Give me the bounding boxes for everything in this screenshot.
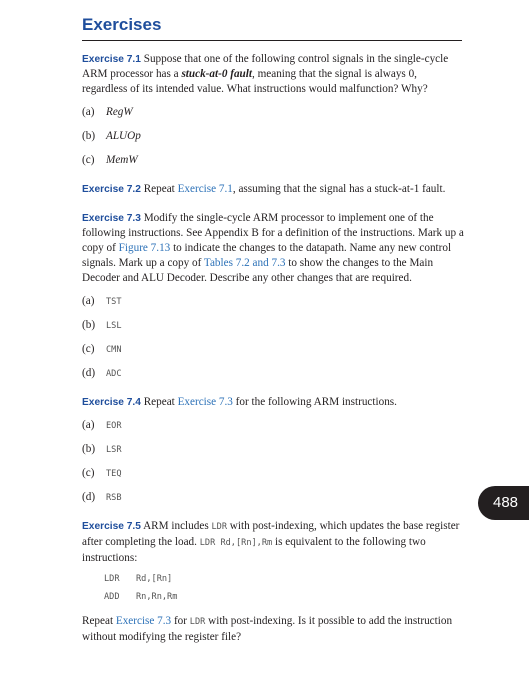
code-args: Rn,Rn,Rm xyxy=(136,592,178,602)
code-block xyxy=(104,572,464,608)
option-item xyxy=(82,466,464,481)
exercise-7-5-text-part: ARM includes xyxy=(140,520,212,532)
option-item xyxy=(82,318,464,333)
exercise-7-4-options xyxy=(82,418,464,505)
option-item xyxy=(82,442,464,457)
option-label: (d) xyxy=(82,491,96,503)
exercise-7-2-text xyxy=(82,182,464,197)
exercise-7-1-options xyxy=(82,105,464,168)
exercise-7-5-text-part: with post-indexing. Is it possible to add the instruction without modifying the register file? xyxy=(82,615,453,643)
title-rule xyxy=(82,40,462,41)
cross-reference-link[interactable]: Exercise 7.3 xyxy=(177,396,233,408)
exercise-7-5-text-part: with post-indexing, which updates the base register after completing the load. xyxy=(82,520,460,548)
option-value: ALUOp xyxy=(106,130,141,142)
exercise-7-3-text-part: Modify the single-cycle ARM processor to implement one of the following instructions. See Appendix B for a definition of the instructions. Mark up a copy of xyxy=(82,212,464,254)
exercise-7-5-text xyxy=(82,519,464,566)
exercise-7-5-heading: Exercise 7.5 xyxy=(82,521,141,532)
exercise-7-5 xyxy=(82,519,464,645)
exercise-7-3-text-part: to show the changes to the Main Decoder and ALU Decoder. Describe any other changes that are required. xyxy=(82,257,434,284)
exercise-7-1 xyxy=(82,52,464,168)
exercise-7-3-options xyxy=(82,294,464,381)
code-opcode: LDR xyxy=(104,574,120,584)
exercises-content xyxy=(82,52,464,659)
option-label: (d) xyxy=(82,367,96,379)
option-item xyxy=(82,105,464,120)
exercise-7-5-text-part: Repeat xyxy=(82,615,116,627)
exercise-7-5-text-part: for xyxy=(171,615,190,627)
option-label: (a) xyxy=(82,419,95,431)
exercise-7-3-text xyxy=(82,211,464,286)
code-opcode: ADD xyxy=(104,592,120,602)
option-label: (c) xyxy=(82,154,95,166)
inline-code: LDR xyxy=(189,617,206,627)
option-label: (a) xyxy=(82,295,95,307)
option-code: ADC xyxy=(106,369,122,379)
exercise-7-3-text-part: to indicate the changes to the datapath. Name any new control signals. Mark up a copy of xyxy=(82,242,452,269)
option-label: (c) xyxy=(82,343,95,355)
exercise-7-2-text-part: Repeat xyxy=(140,183,178,195)
stuck-at-0-term: stuck-at-0 fault xyxy=(181,68,252,80)
cross-reference-link[interactable]: Exercise 7.1 xyxy=(177,183,233,195)
option-value: RegW xyxy=(106,106,133,118)
option-label: (c) xyxy=(82,467,95,479)
page-number-badge: 488 xyxy=(478,486,529,520)
option-label: (b) xyxy=(82,443,96,455)
option-code: LSL xyxy=(106,321,122,331)
option-code: RSB xyxy=(106,493,122,503)
code-args: Rd,[Rn] xyxy=(136,574,173,584)
option-code: EOR xyxy=(106,421,122,431)
exercise-7-1-text-part: , meaning that the signal is always 0, regardless of its intended value. What instructions would malfunction? Why? xyxy=(82,68,428,95)
exercise-7-1-heading: Exercise 7.1 xyxy=(82,54,141,65)
option-label: (a) xyxy=(82,106,95,118)
option-item xyxy=(82,490,464,505)
option-value: MemW xyxy=(106,154,138,166)
exercise-7-4 xyxy=(82,395,464,505)
exercise-7-2-heading: Exercise 7.2 xyxy=(82,184,141,195)
exercise-7-3 xyxy=(82,211,464,381)
option-label: (b) xyxy=(82,319,96,331)
option-label: (b) xyxy=(82,130,96,142)
option-code: CMN xyxy=(106,345,122,355)
option-item xyxy=(82,418,464,433)
code-line xyxy=(104,572,464,590)
exercise-7-3-heading: Exercise 7.3 xyxy=(82,213,141,224)
option-code: LSR xyxy=(106,445,122,455)
inline-code: LDR xyxy=(211,522,227,532)
figure-reference-link[interactable]: Figure 7.13 xyxy=(118,242,171,254)
exercise-7-4-text-part: for the following ARM instructions. xyxy=(232,396,397,408)
exercise-7-4-text-part: Repeat xyxy=(140,396,178,408)
code-line xyxy=(104,590,464,608)
tables-reference-link[interactable]: Tables 7.2 and 7.3 xyxy=(203,257,286,269)
exercise-7-1-text-part: Suppose that one of the following control signals in the single-cycle ARM processor has a xyxy=(82,53,449,80)
option-item xyxy=(82,366,464,381)
cross-reference-link[interactable]: Exercise 7.3 xyxy=(115,615,172,627)
exercise-7-2 xyxy=(82,182,464,197)
option-code: TST xyxy=(106,297,122,307)
page-title: Exercises xyxy=(82,15,162,34)
exercise-7-2-text-part: , assuming that the signal has a stuck-at-1 fault. xyxy=(232,183,446,195)
option-item xyxy=(82,153,464,168)
exercise-7-5-text-part: is equivalent to the following two instructions: xyxy=(82,536,426,564)
exercise-7-5-followup xyxy=(82,614,464,645)
option-item xyxy=(82,294,464,309)
inline-code: LDR Rd,[Rn],Rm xyxy=(199,538,273,548)
exercise-7-4-heading: Exercise 7.4 xyxy=(82,397,141,408)
option-code: TEQ xyxy=(106,469,122,479)
exercise-7-1-text xyxy=(82,52,464,97)
exercise-7-4-text xyxy=(82,395,464,410)
option-item xyxy=(82,129,464,144)
option-item xyxy=(82,342,464,357)
